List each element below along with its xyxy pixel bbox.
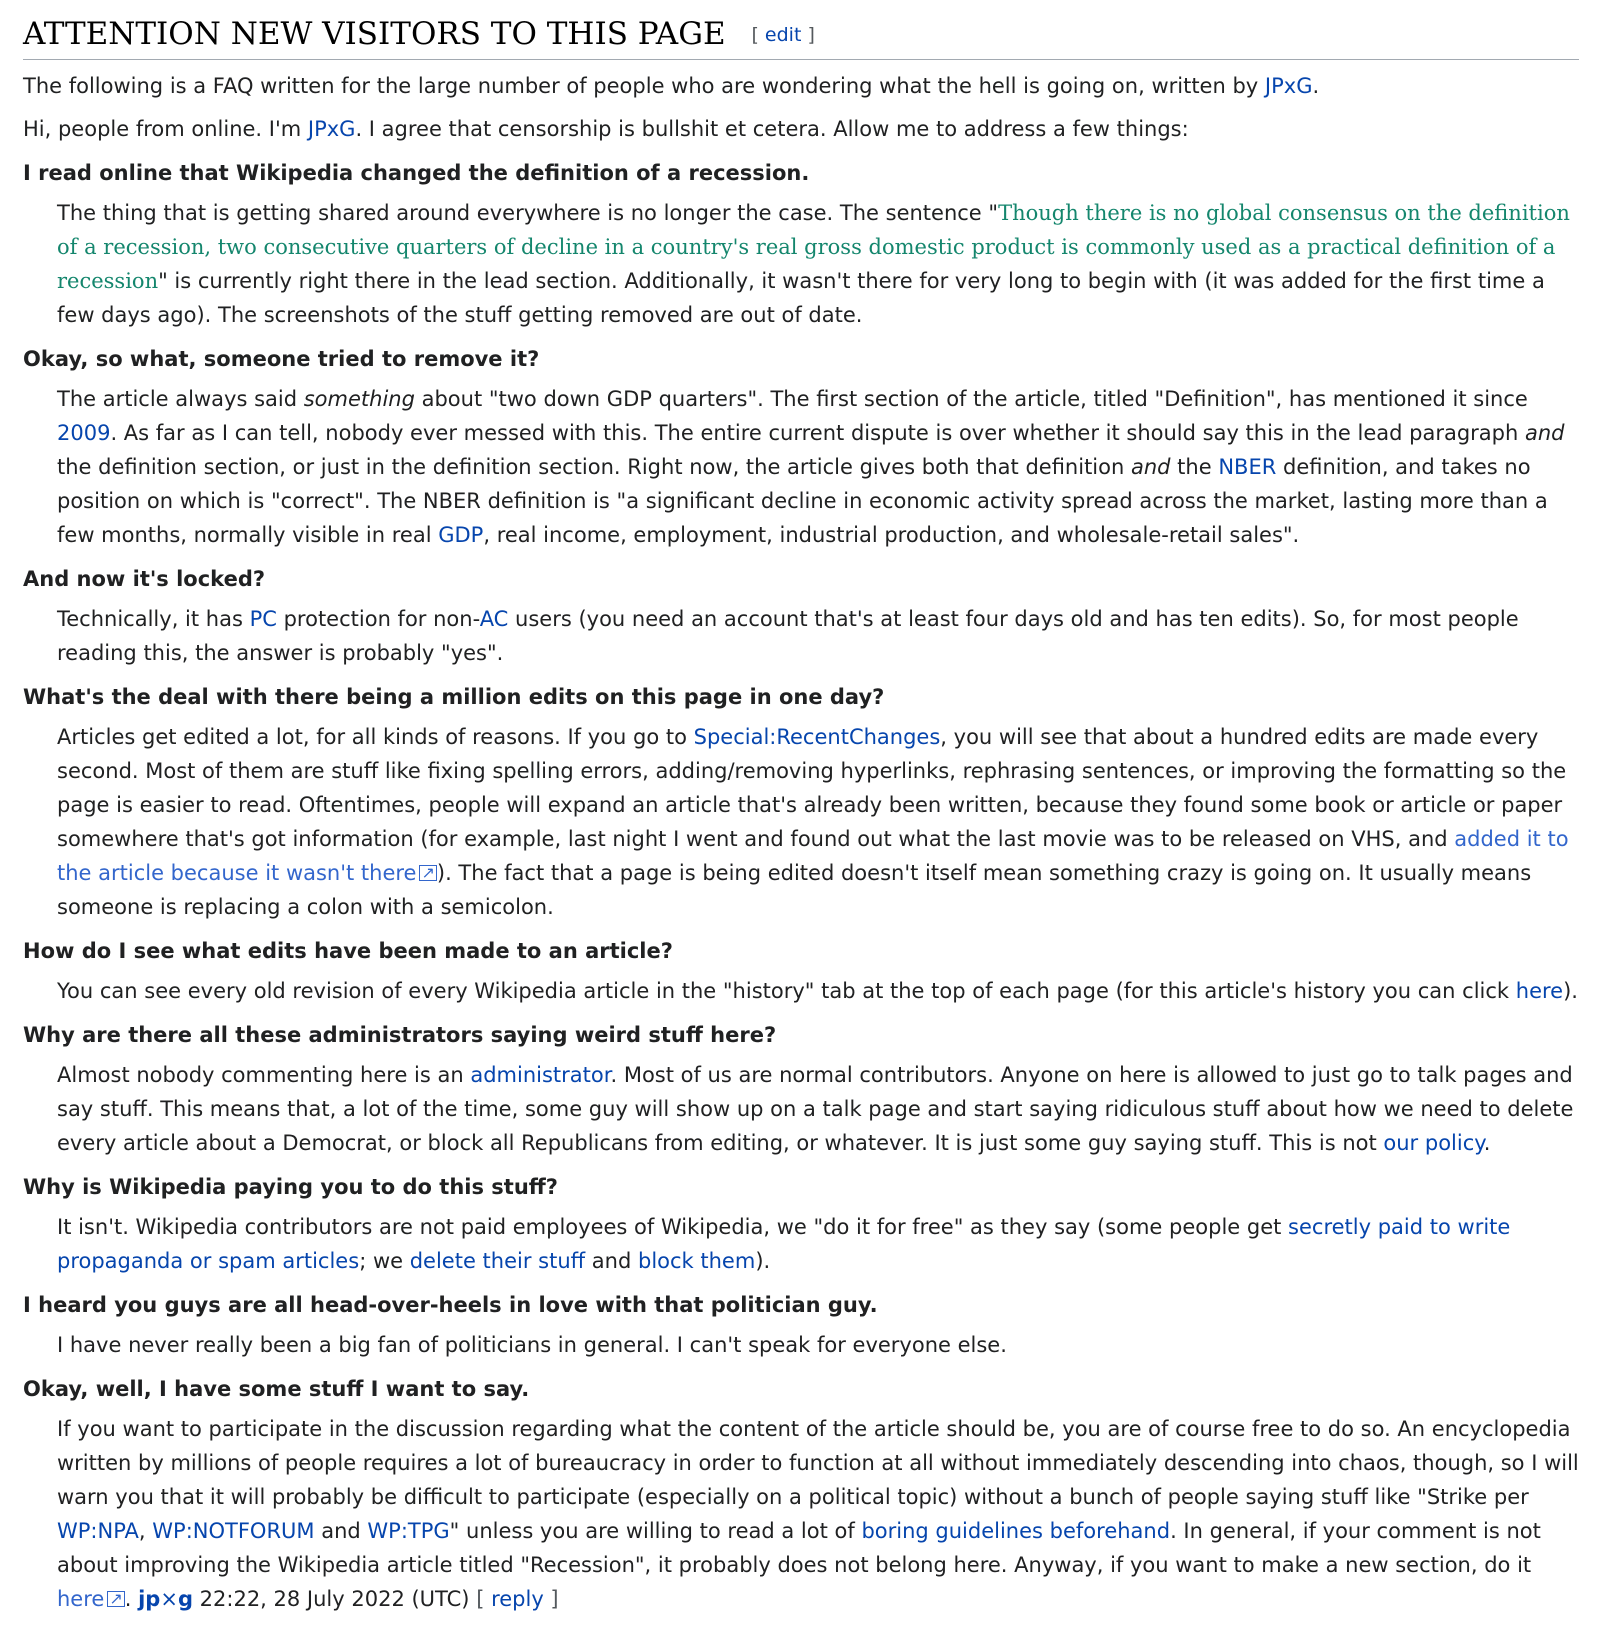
faq-answer: The article always said something about "two down GDP quarters". The first section of the article, titled "Definition", has mentioned it since 2009. As far as I can tell, nobody ever messed with this. The entire current dispute is over whether it should say this in the lead paragraph and the definition section, or just in the definition section. Right now, the article gives both that definition and the NBER definition, and takes no position on which is "correct". The NBER definition is "a significant decline in economic activity spread across the market, lasting more than a few months, normally visible in real GDP, real income, employment, industrial production, and wholesale-retail sales". xyxy=(57,387,1565,547)
signature xyxy=(138,1587,193,1611)
faq-question: I read online that Wikipedia changed the definition of a recession. xyxy=(23,161,810,185)
faq-answer: It isn't. Wikipedia contributors are not paid employees of Wikipedia, we "do it for free" as they say (some people get secretly paid to write propaganda or spam articles; we delete their stuff and block them). xyxy=(57,1215,1511,1273)
link-administrator[interactable]: administrator xyxy=(470,1063,611,1087)
faq-question: How do I see what edits have been made to an article? xyxy=(23,939,673,963)
quoted-sentence: Though there is no global consensus on the definition of a recession, two consecutive quarters of decline in a country's real gross domestic product is commonly used as a practical definition of a recession xyxy=(57,201,1570,293)
faq-question: Why is Wikipedia paying you to do this stuff? xyxy=(23,1175,558,1199)
intro-paragraph: The following is a FAQ written for the large number of people who are wondering what the hell is going on, written by JPxG. xyxy=(23,74,1320,98)
faq-answer: If you want to participate in the discussion regarding what the content of the article should be, you are of course free to do so. An encyclopedia written by millions of people requires a lot of bureaucracy in order to function at all without immediately descending into chaos, though, so I will warn you that it will probably be difficult to participate (especially on a political topic) without a bunch of people saying stuff like "Strike per WP:NPA, WP:NOTFORUM and WP:TPG" unless you are willing to read a lot of boring guidelines beforehand. In general, if your comment is not about improving the Wikipedia article titled "Recession", it probably does not belong here. Anyway, if you want to make a new section, do it here ↗ . jp×g 22:22, 28 July 2022 (UTC) [ reply ] xyxy=(57,1412,1579,1616)
timestamp: 22:22, 28 July 2022 (UTC) xyxy=(192,1587,477,1611)
faq-answer: Almost nobody commenting here is an administrator. Most of us are normal contributors. Anyone on here is allowed to just go to talk pages and say stuff. This means that, a lot of the time, some guy will show up on a talk page and start saying ridiculous stuff about how we need to delete every article about a Democrat, or block all Republicans from editing, or whatever. It is just some guy saying stuff. This is not our policy. xyxy=(57,1063,1574,1155)
link-wp-tpg[interactable]: WP:TPG xyxy=(367,1519,450,1543)
link-block-them[interactable]: block them xyxy=(637,1249,756,1273)
link-nber[interactable]: NBER xyxy=(1218,455,1277,479)
signature-user-link[interactable]: jp×g xyxy=(138,1587,193,1611)
section-title: ATTENTION NEW VISITORS TO THIS PAGE xyxy=(23,16,726,52)
link-wp-notforum[interactable]: WP:NOTFORUM xyxy=(152,1519,315,1543)
faq-answer: Technically, it has PC protection for non-AC users (you need an account that's at least four days old and has ten edits). So, for most people reading this, the answer is probably "yes". xyxy=(57,607,1519,665)
link-boring-guidelines[interactable]: boring guidelines beforehand xyxy=(861,1519,1171,1543)
faq-question: Okay, well, I have some stuff I want to say. xyxy=(23,1377,530,1401)
faq-question: Okay, so what, someone tried to remove it? xyxy=(23,347,540,371)
faq-answer: You can see every old revision of every Wikipedia article in the "history" tab at the top of each page (for this article's history you can click here). xyxy=(57,979,1578,1003)
user-link-jpxg[interactable]: JPxG xyxy=(1264,74,1313,98)
edit-section: [ edit ] xyxy=(751,24,815,46)
link-delete-their-stuff[interactable]: delete their stuff xyxy=(409,1249,586,1273)
link-history-here[interactable]: here xyxy=(1515,979,1564,1003)
link-pc[interactable]: PC xyxy=(249,607,277,631)
edit-link[interactable]: edit xyxy=(764,24,802,46)
faq-answer: The thing that is getting shared around everywhere is no longer the case. The sentence "Though there is no global consensus on the definition of a recession, two consecutive quarters of decline in a country's real gross domestic product is commonly used as a practical definition of a recession" is currently right there in the lead section. Additionally, it wasn't there for very long to begin with (it was added for the first time a few days ago). The screenshots of the stuff getting removed are out of date. xyxy=(57,201,1570,327)
reply-button[interactable]: reply xyxy=(491,1587,544,1611)
link-2009[interactable]: 2009 xyxy=(57,421,111,445)
link-wp-npa[interactable]: WP:NPA xyxy=(57,1519,139,1543)
external-link-new-section-here[interactable]: here ↗ xyxy=(57,1587,125,1611)
faq-question: What's the deal with there being a million edits on this page in one day? xyxy=(23,685,885,709)
external-link-added-it[interactable]: added it to the article because it wasn't there ↗ xyxy=(57,827,1569,885)
link-recent-changes[interactable]: Special:RecentChanges xyxy=(693,725,941,749)
link-our-policy[interactable]: our policy xyxy=(1383,1131,1484,1155)
faq-answer: Articles get edited a lot, for all kinds of reasons. If you go to Special:RecentChanges, you will see that about a hundred edits are made every second. Most of them are stuff like fixing spelling errors, adding/removing hyperlinks, rephrasing sentences, or improving the formatting so the page is easier to read. Oftentimes, people will expand an article that's already been written, because they found some book or article or paper somewhere that's got information (for example, last night I went and found out what the last movie was to be released on VHS, and added it to the article because it wasn't there ↗ ). The fact that a page is being edited doesn't itself mean something crazy is going on. It usually means someone is replacing a colon with a semicolon. xyxy=(57,720,1579,924)
link-ac[interactable]: AC xyxy=(479,607,509,631)
greeting-paragraph: Hi, people from online. I'm JPxG. I agree that censorship is bullshit et cetera. Allow me to address a few things: xyxy=(23,117,1189,141)
section-heading xyxy=(23,12,1579,60)
link-gdp[interactable]: GDP xyxy=(438,523,484,547)
faq-answer: I have never really been a big fan of politicians in general. I can't speak for everyone else. xyxy=(57,1333,1007,1357)
faq-question: I heard you guys are all head-over-heels in love with that politician guy. xyxy=(23,1293,878,1317)
faq-question: Why are there all these administrators saying weird stuff here? xyxy=(23,1023,777,1047)
user-link-jpxg[interactable]: JPxG xyxy=(307,117,356,141)
link-secretly-paid[interactable]: secretly paid to write propaganda or spam articles xyxy=(57,1215,1511,1273)
faq-question: And now it's locked? xyxy=(23,567,266,591)
